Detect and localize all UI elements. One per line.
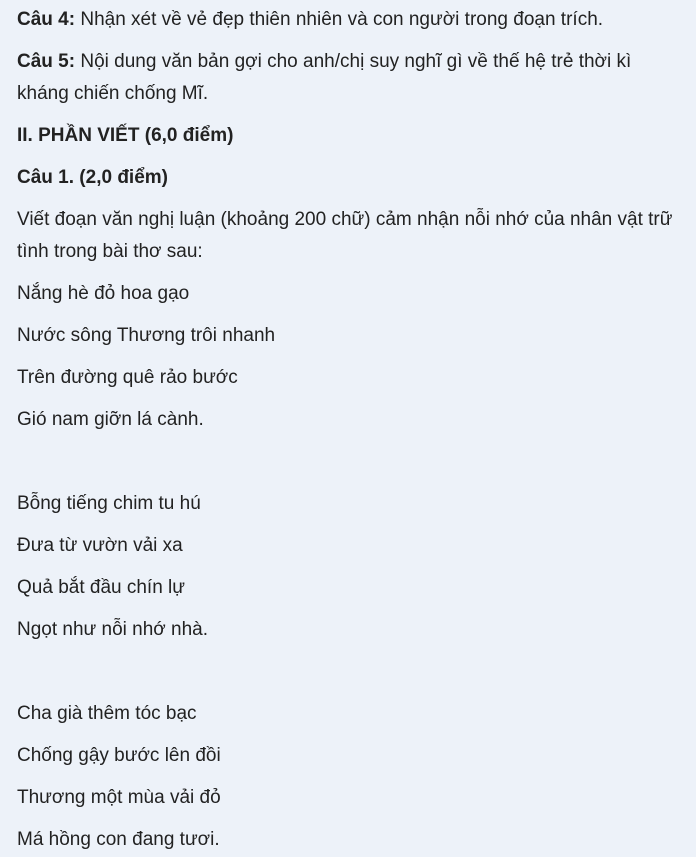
stanza-spacer (17, 446, 679, 488)
poem-line-12: Má hồng con đang tươi. (17, 829, 220, 850)
stanza-spacer (17, 656, 679, 698)
question-4-text: Nhận xét về vẻ đẹp thiên nhiên và con người trong đoạn trích. (75, 9, 604, 30)
question-5-text: Nội dung văn bản gợi cho anh/chị suy nghĩ gì về thế hệ trẻ thời kì kháng chiến chống Mĩ. (17, 51, 632, 104)
section-heading: II. PHẦN VIẾT (6,0 điểm) (17, 125, 234, 146)
writing-prompt: Viết đoạn văn nghị luận (khoảng 200 chữ) cảm nhận nỗi nhớ của nhân vật trữ tình trong bài thơ sau: (17, 209, 673, 262)
poem-line-4: Gió nam giỡn lá cành. (17, 409, 204, 430)
question-1-heading: Câu 1. (2,0 điểm) (17, 167, 168, 188)
poem-line-10: Chống gậy bước lên đồi (17, 745, 221, 766)
question-4-label: Câu 4: (17, 9, 76, 30)
poem-line-2: Nước sông Thương trôi nhanh (17, 325, 276, 346)
poem-line-3: Trên đường quê rảo bước (17, 367, 238, 388)
question-4 (17, 4, 679, 36)
poem-line-1: Nắng hè đỏ hoa gạo (17, 283, 190, 304)
poem-line-8: Ngọt như nỗi nhớ nhà. (17, 619, 209, 640)
question-5 (17, 46, 679, 110)
poem-line-9: Cha già thêm tóc bạc (17, 703, 197, 724)
question-5-label: Câu 5: (17, 51, 76, 72)
poem-line-7: Quả bắt đầu chín lự (17, 577, 185, 598)
poem-line-11: Thương một mùa vải đỏ (17, 787, 221, 808)
poem-line-6: Đưa từ vườn vải xa (17, 535, 183, 556)
poem-line-5: Bỗng tiếng chim tu hú (17, 493, 201, 514)
